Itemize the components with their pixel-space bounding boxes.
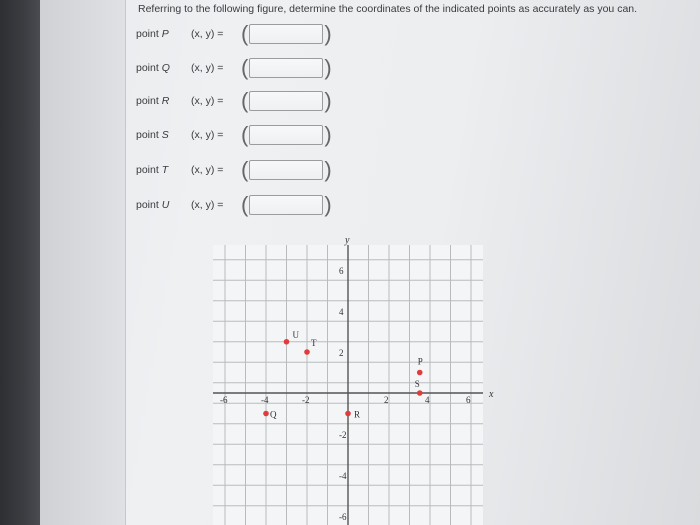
point-p-label: P bbox=[417, 356, 423, 367]
point-name: S bbox=[161, 129, 169, 141]
point-prefix: point bbox=[136, 164, 159, 176]
y-tick-label: -6 bbox=[339, 512, 347, 522]
left-panel bbox=[40, 0, 126, 525]
point-prefix: point bbox=[136, 129, 159, 141]
point-prefix: point bbox=[136, 95, 159, 107]
close-paren: ) bbox=[324, 21, 332, 46]
xy-label: (x, y) = bbox=[191, 164, 224, 176]
point-q-marker bbox=[263, 411, 269, 417]
point-row-u bbox=[136, 192, 332, 218]
y-tick-label: -4 bbox=[339, 471, 347, 481]
x-tick-label: 2 bbox=[384, 395, 389, 405]
point-prefix: point bbox=[136, 62, 159, 74]
point-name: U bbox=[161, 199, 170, 211]
point-row-r bbox=[136, 88, 332, 114]
point-u-marker bbox=[284, 339, 290, 345]
point-name: Q bbox=[161, 62, 170, 74]
open-paren: ( bbox=[241, 55, 249, 80]
xy-label: (x, y) = bbox=[191, 199, 224, 211]
y-tick-label: -2 bbox=[339, 430, 347, 440]
close-paren: ) bbox=[324, 192, 332, 217]
point-u-input[interactable] bbox=[249, 195, 323, 215]
point-t-label: T bbox=[311, 338, 317, 348]
y-tick-label: 6 bbox=[339, 266, 344, 276]
y-axis-label: y bbox=[345, 235, 350, 246]
x-tick-label: -2 bbox=[302, 395, 310, 405]
x-tick-label: -6 bbox=[220, 395, 228, 405]
open-paren: ( bbox=[241, 192, 249, 217]
point-label-p bbox=[136, 28, 191, 40]
point-row-p bbox=[136, 21, 332, 47]
point-prefix: point bbox=[136, 199, 159, 211]
open-paren: ( bbox=[241, 21, 249, 46]
xy-label: (x, y) = bbox=[191, 95, 224, 107]
point-r-label: R bbox=[354, 409, 361, 420]
point-name: R bbox=[161, 95, 170, 107]
close-paren: ) bbox=[324, 55, 332, 80]
close-paren: ) bbox=[324, 157, 332, 182]
point-name: P bbox=[161, 28, 169, 40]
xy-label: (x, y) = bbox=[191, 129, 224, 141]
point-s-input[interactable] bbox=[249, 125, 323, 145]
point-p-input[interactable] bbox=[249, 24, 323, 44]
x-tick-label: -4 bbox=[261, 395, 269, 405]
question-content bbox=[126, 0, 700, 525]
question-text: Referring to the following figure, determine the coordinates of the indicated points as accurately as you can. bbox=[138, 3, 638, 15]
point-q-label: Q bbox=[270, 409, 277, 420]
graph-svg bbox=[213, 233, 503, 525]
point-s-label: S bbox=[414, 379, 420, 389]
close-paren: ) bbox=[324, 122, 332, 147]
point-label-t bbox=[136, 164, 191, 176]
open-paren: ( bbox=[241, 157, 249, 182]
open-paren: ( bbox=[241, 88, 249, 113]
point-row-s bbox=[136, 122, 332, 148]
point-label-r bbox=[136, 95, 191, 107]
point-label-q bbox=[136, 62, 191, 74]
window-edge bbox=[0, 0, 40, 525]
point-row-q bbox=[136, 55, 332, 81]
point-s-marker bbox=[417, 390, 423, 396]
point-r-input[interactable] bbox=[249, 91, 323, 111]
x-tick-label: 4 bbox=[425, 395, 430, 405]
coordinate-graph bbox=[213, 233, 503, 525]
x-tick-label: 6 bbox=[466, 395, 471, 405]
point-label-s bbox=[136, 129, 191, 141]
point-q-input[interactable] bbox=[249, 58, 323, 78]
point-t-input[interactable] bbox=[249, 160, 323, 180]
point-r-marker bbox=[345, 411, 351, 417]
point-p-marker bbox=[417, 370, 423, 376]
point-name: T bbox=[161, 164, 169, 176]
point-label-u bbox=[136, 199, 191, 211]
point-u-label: U bbox=[292, 329, 299, 340]
x-axis-label: x bbox=[489, 389, 494, 400]
open-paren: ( bbox=[241, 122, 249, 147]
y-tick-label: 2 bbox=[339, 348, 344, 358]
close-paren: ) bbox=[324, 88, 332, 113]
y-tick-label: 4 bbox=[339, 307, 344, 317]
point-row-t bbox=[136, 157, 332, 183]
point-prefix: point bbox=[136, 28, 159, 40]
xy-label: (x, y) = bbox=[191, 28, 224, 40]
point-t-marker bbox=[304, 349, 310, 355]
xy-label: (x, y) = bbox=[191, 62, 224, 74]
